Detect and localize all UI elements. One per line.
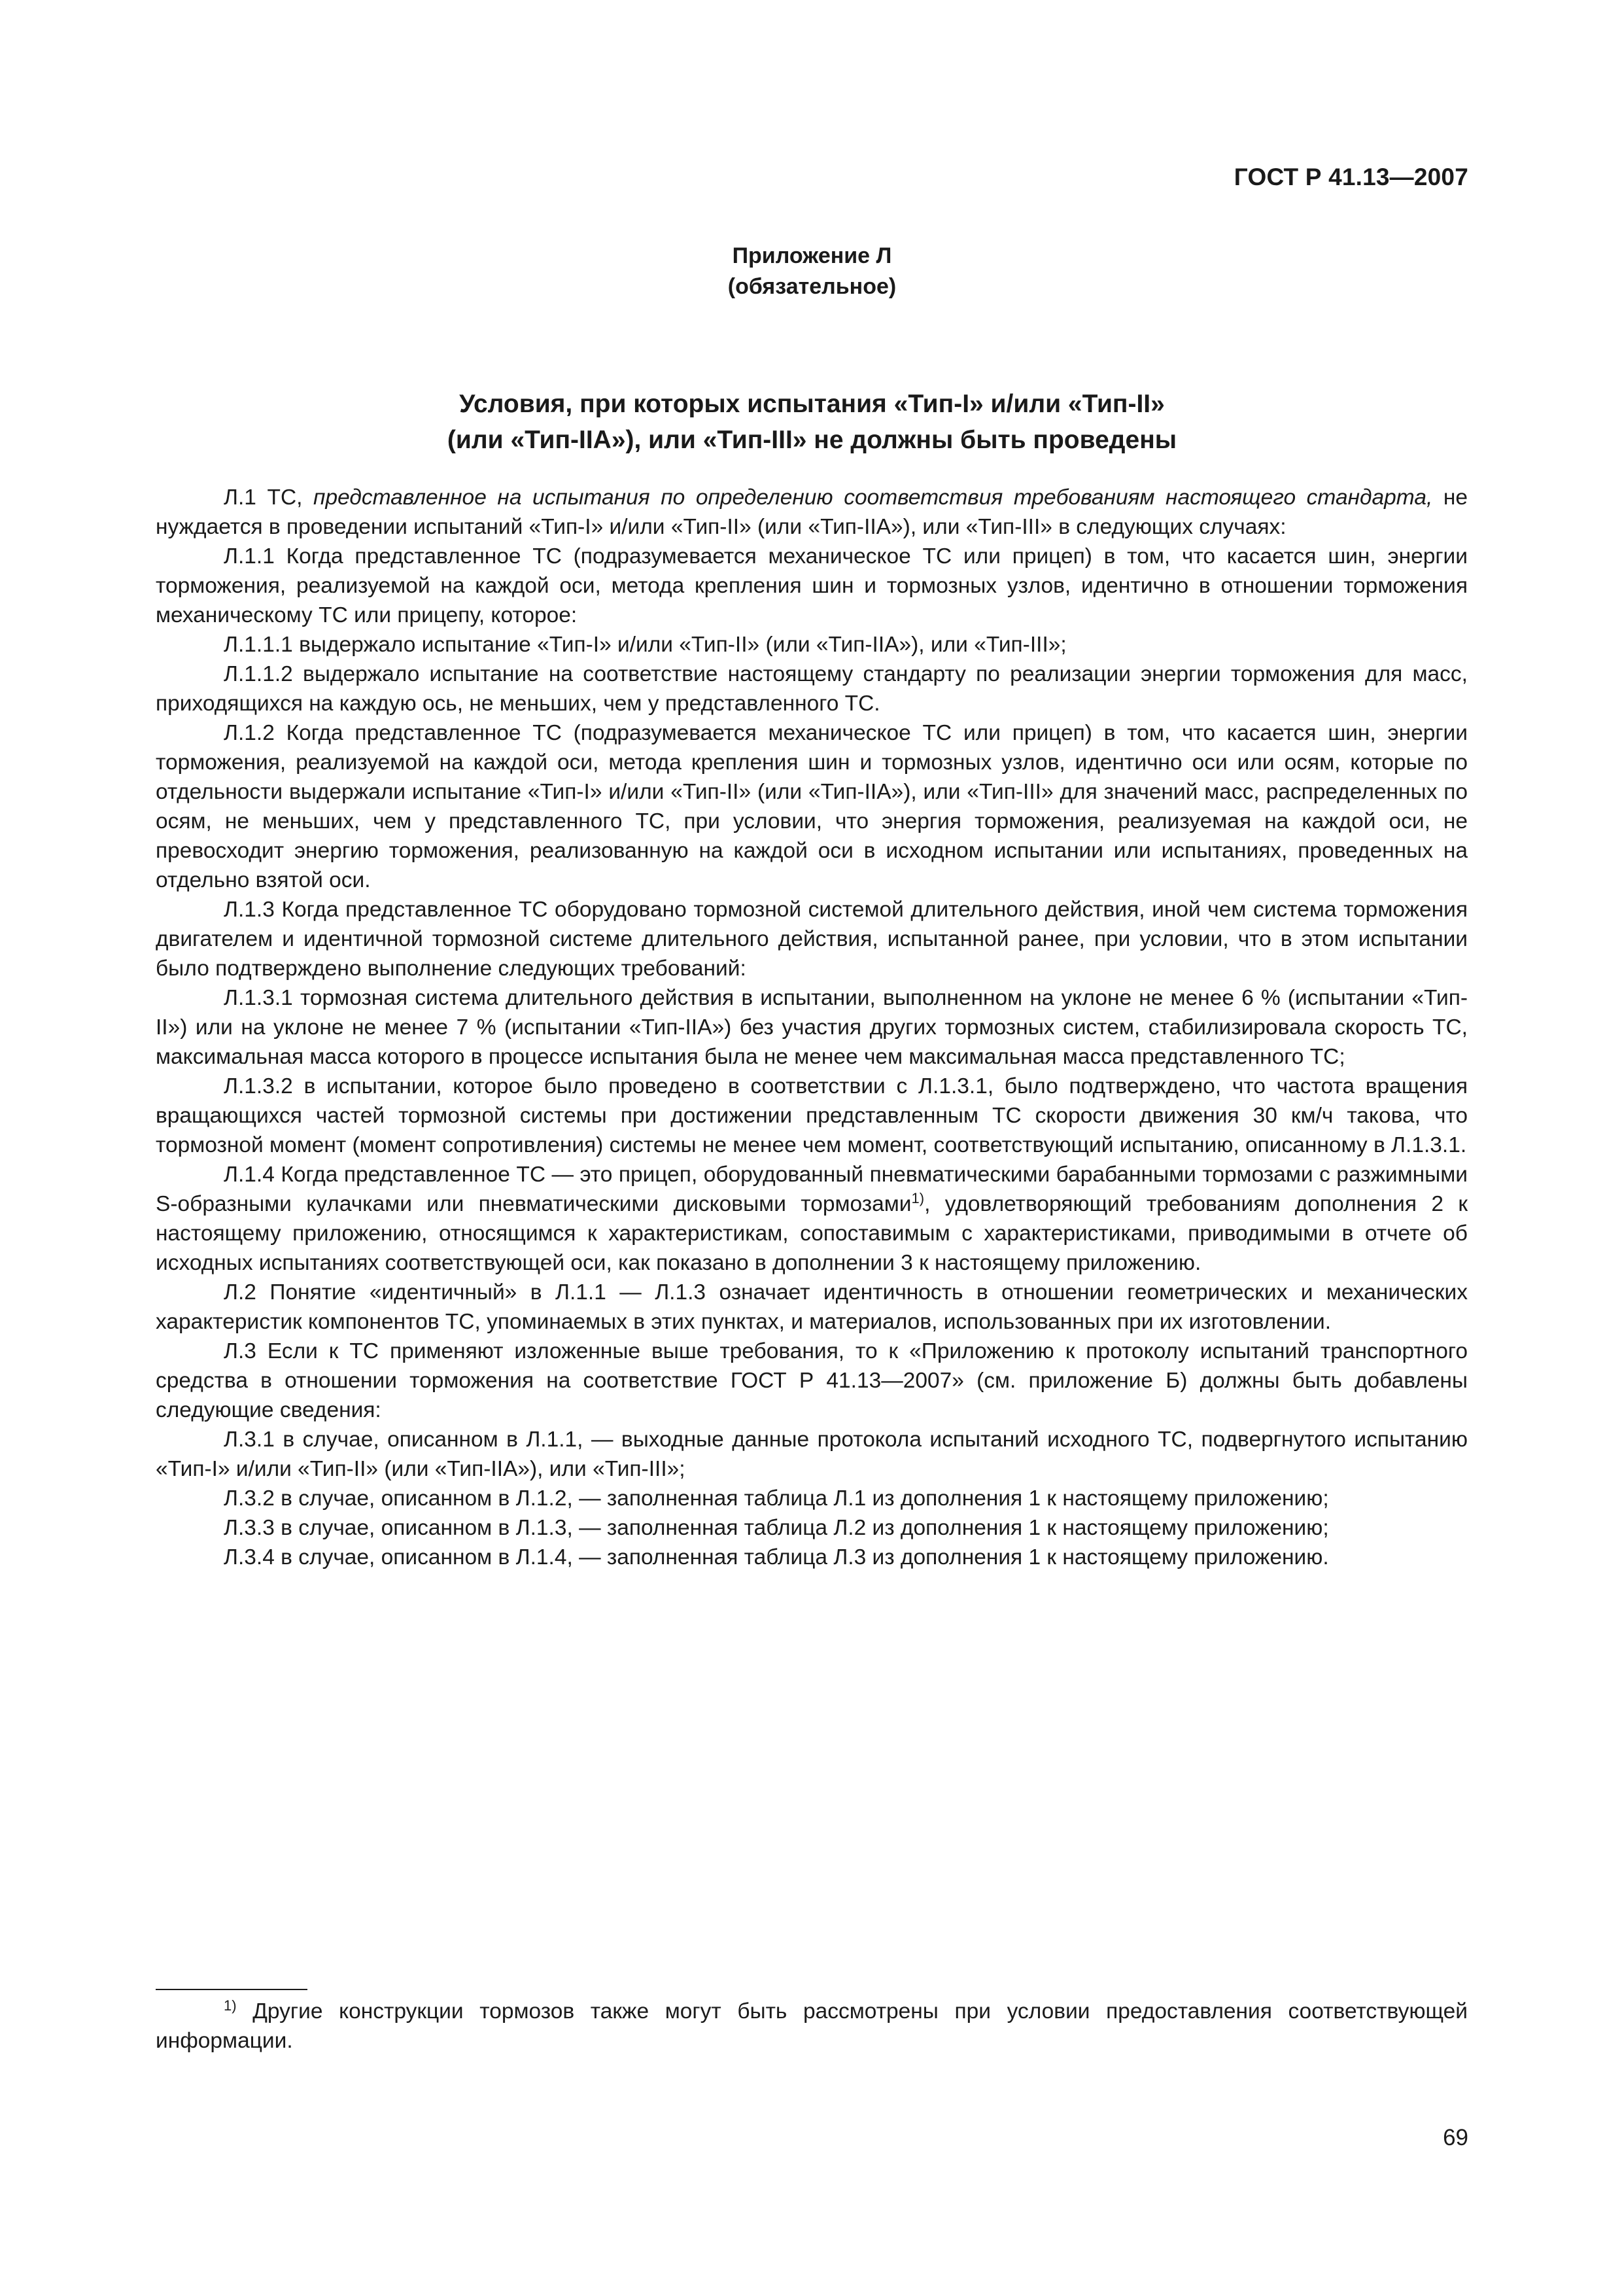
paragraph-l1-3-1: Л.1.3.1 тормозная система длительного действия в испытании, выполненном на уклоне не менее 6 % (испытании «Тип-II») или на уклоне не менее 7 % (испытании «Тип-IIA») без участия других тормозных систем, стабилизировала скорость ТС, максимальная масса которого в процессе испытания была не менее чем максимальная масса представленного ТС; xyxy=(156,986,1468,1069)
paragraph-l1-1-1: Л.1.1.1 выдержало испытание «Тип-I» и/или «Тип-II» (или «Тип-IIA»), или «Тип-III»; xyxy=(224,633,1067,657)
paragraph-l1-2: Л.1.2 Когда представленное ТС (подразумевается механическое ТС или прицеп) в том, что касается шин, энергии торможения, реализуемой на каждой оси, метода крепления шин и тормозных узлов, идентично оси или осям, которые по отдельности выдержали испытание «Тип-I» и/или «Тип-II» (или «Тип-IIA»), или «Тип-III» для значений масс, распределенных по осям, не меньших, чем у представленного ТС, при условии, что энергия торможения, реализуемая на каждой оси, не превосходит энергию торможения, реализованную на каждой оси в исходном испытании или испытаниях, проведенных на отдельно взятой оси. xyxy=(156,721,1468,892)
annex-heading xyxy=(0,241,1624,302)
document-code: ГОСТ Р 41.13—2007 xyxy=(1234,164,1468,190)
paragraph-l1-1-2: Л.1.1.2 выдержало испытание на соответствие настоящему стандарту по реализации энергии торможения для масс, приходящихся на каждую ось, не меньших, чем у представленного ТС. xyxy=(156,662,1468,716)
annex-title-line-1: Условия, при которых испытания «Тип-I» и/или «Тип-II» xyxy=(459,390,1165,418)
footnote xyxy=(156,1997,1468,2056)
page-number: 69 xyxy=(1443,2125,1468,2150)
paragraph-l1-4 xyxy=(156,1160,1468,1278)
annex-label: Приложение Л xyxy=(732,243,892,268)
paragraph-l1-rest: не нуждается в проведении испытаний «Тип-I» и/или «Тип-II» (или «Тип-IIA»), или «Тип-III» в следующих случаях: xyxy=(156,485,1468,539)
footnote-text: Другие конструкции тормозов также могут быть рассмотрены при условии предоставления соответствующей информации. xyxy=(156,1999,1468,2053)
paragraph-l3: Л.3 Если к ТС применяют изложенные выше требования, то к «Приложению к протоколу испытаний транспортного средства в отношении торможения на соответствие ГОСТ Р 41.13—2007» (см. приложение Б) должны быть добавлены следующие сведения: xyxy=(156,1339,1468,1422)
paragraph-l1-4-rest: , удовлетворяющий требованиям дополнения 2 к настоящему приложению, относящимся к характеристикам, сопоставимым с характеристиками, приводимыми в отчете об исходных испытаниях соответствующей оси, как показано в дополнении 3 к настоящему приложению. xyxy=(156,1192,1468,1275)
paragraph-l3-1: Л.3.1 в случае, описанном в Л.1.1, — выходные данные протокола испытаний исходного ТС, подвергнутого испытанию «Тип-I» и/или «Тип-II» (или «Тип-IIA»), или «Тип-III»; xyxy=(156,1428,1468,1481)
footnote-marker: 1) xyxy=(224,1997,237,2014)
paragraph-l1-1: Л.1.1 Когда представленное ТС (подразумевается механическое ТС или прицеп) в том, что касается шин, энергии торможения, реализуемой на каждой оси, метода крепления шин и тормозных узлов, идентично в отношении торможения механическому ТС или прицепу, которое: xyxy=(156,544,1468,627)
paragraph-l1-3-2: Л.1.3.2 в испытании, которое было проведено в соответствии с Л.1.3.1, было подтверждено, что частота вращения вращающихся частей тормозной системы при достижении представленным ТС скорости движения 30 км/ч такова, что тормозной момент (момент сопротивления) системы не менее чем момент, соответствующий испытанию, описанному в Л.1.3.1. xyxy=(156,1074,1468,1157)
paragraph-l1-lead: Л.1 ТС, xyxy=(224,485,314,510)
paragraph-l1-italic: представленное на испытания по определению соответствия требованиям настоящего стандарта, xyxy=(313,485,1433,510)
paragraph-l3-2: Л.3.2 в случае, описанном в Л.1.2, — заполненная таблица Л.1 из дополнения 1 к настоящему приложению; xyxy=(224,1486,1329,1511)
paragraph-l1-3: Л.1.3 Когда представленное ТС оборудовано тормозной системой длительного действия, иной чем система торможения двигателем и идентичной тормозной системе длительного действия, испытанной ранее, при условии, что в этом испытании было подтверждено выполнение следующих требований: xyxy=(156,898,1468,981)
paragraph-l1 xyxy=(156,483,1468,542)
document-body xyxy=(156,483,1468,1572)
annex-title xyxy=(0,386,1624,458)
annex-title-line-2: (или «Тип-IIA»), или «Тип-III» не должны быть проведены xyxy=(447,426,1177,454)
footnote-reference: 1) xyxy=(911,1189,925,1206)
paragraph-l1-4-lead: Л.1.4 Когда представленное ТС — это прицеп, оборудованный пневматическими барабанными тормозами с разжимными S-образными кулачками или пневматическими дисковыми тормозами xyxy=(156,1163,1468,1216)
paragraph-l3-3: Л.3.3 в случае, описанном в Л.1.3, — заполненная таблица Л.2 из дополнения 1 к настоящему приложению; xyxy=(224,1516,1329,1540)
paragraph-l3-4: Л.3.4 в случае, описанном в Л.1.4, — заполненная таблица Л.3 из дополнения 1 к настоящему приложению. xyxy=(224,1545,1329,1569)
footnote-divider xyxy=(156,1989,307,1990)
annex-status: (обязательное) xyxy=(727,274,897,299)
paragraph-l2: Л.2 Понятие «идентичный» в Л.1.1 — Л.1.3 означает идентичность в отношении геометрических и механических характеристик компонентов ТС, упоминаемых в этих пунктах, и материалов, использованных при их изготовлении. xyxy=(156,1280,1468,1334)
